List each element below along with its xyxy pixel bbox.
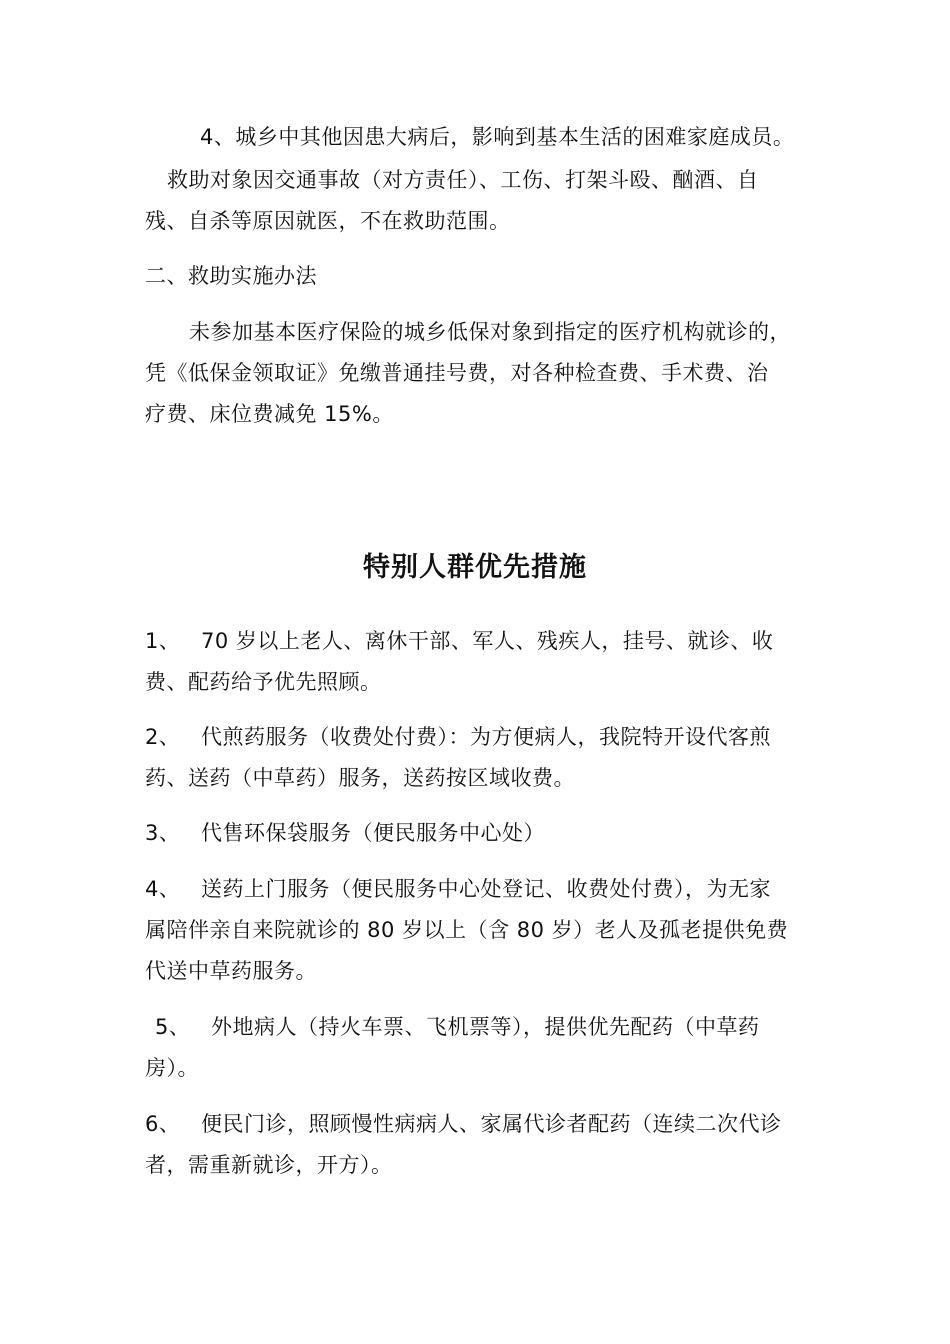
list-item-6-line-1 [145,1110,782,1138]
list-item-number: 4、 [145,877,181,901]
list-item-2-line-2: 药、送药（中草药）服务，送药按区域收费。 [145,766,575,790]
list-item-1-line-2: 费、配药给予优先照顾。 [145,670,382,694]
list-item-number: 6、 [145,1112,181,1136]
list-item-text: 外地病人（持火车票、飞机票等），提供优先配药（中草药 [211,1015,760,1039]
list-item-text: 代煎药服务（收费处付费）：为方便病人，我院特开设代客煎 [201,725,771,749]
list-item-number: 1、 [145,629,181,653]
page-title: 特别人群优先措施 [363,552,587,583]
list-item-4-line-3: 代送中草药服务。 [145,959,317,983]
list-item-number: 2、 [145,725,181,749]
list-item-5-line-1 [155,1013,760,1041]
implementation-para-line-1: 未参加基本医疗保险的城乡低保对象到指定的医疗机构就诊的， [189,320,791,344]
list-item-text: 送药上门服务（便民服务中心处登记、收费处付费），为无家 [201,877,771,901]
implementation-para-line-2: 凭《低保金领取证》免缴普通挂号费，对各种检查费、手术费、治 [145,361,769,385]
list-item-6-line-2: 者，需重新就诊，开方）。 [145,1153,393,1177]
section-heading-implementation: 二、救助实施办法 [145,264,317,288]
exclusion-line-2: 残、自杀等原因就医，不在救助范围。 [145,209,511,233]
list-item-4-line-1 [145,875,771,903]
list-item-5-line-2: 房）。 [145,1056,199,1080]
list-item-number: 5、 [155,1015,191,1039]
list-item-3-line-1 [145,819,545,847]
item-4-text: 4、城乡中其他因患大病后，影响到基本生活的困难家庭成员。 [200,125,795,149]
list-item-4-line-2: 属陪伴亲自来院就诊的 80 岁以上（含 80 岁）老人及孤老提供免费 [145,918,789,942]
list-item-number: 3、 [145,821,181,845]
implementation-para-line-3: 疗费、床位费减免 15%。 [145,402,394,426]
list-item-text: 70 岁以上老人、离休干部、军人、残疾人，挂号、就诊、收 [201,629,774,653]
list-item-text: 代售环保袋服务（便民服务中心处） [201,821,545,845]
list-item-1-line-1 [145,627,773,655]
exclusion-line-1: 救助对象因交通事故（对方责任）、工伤、打架斗殴、酗酒、自 [167,168,759,192]
list-item-2-line-1 [145,723,771,751]
list-item-text: 便民门诊，照顾慢性病病人、家属代诊者配药（连续二次代诊 [201,1112,782,1136]
